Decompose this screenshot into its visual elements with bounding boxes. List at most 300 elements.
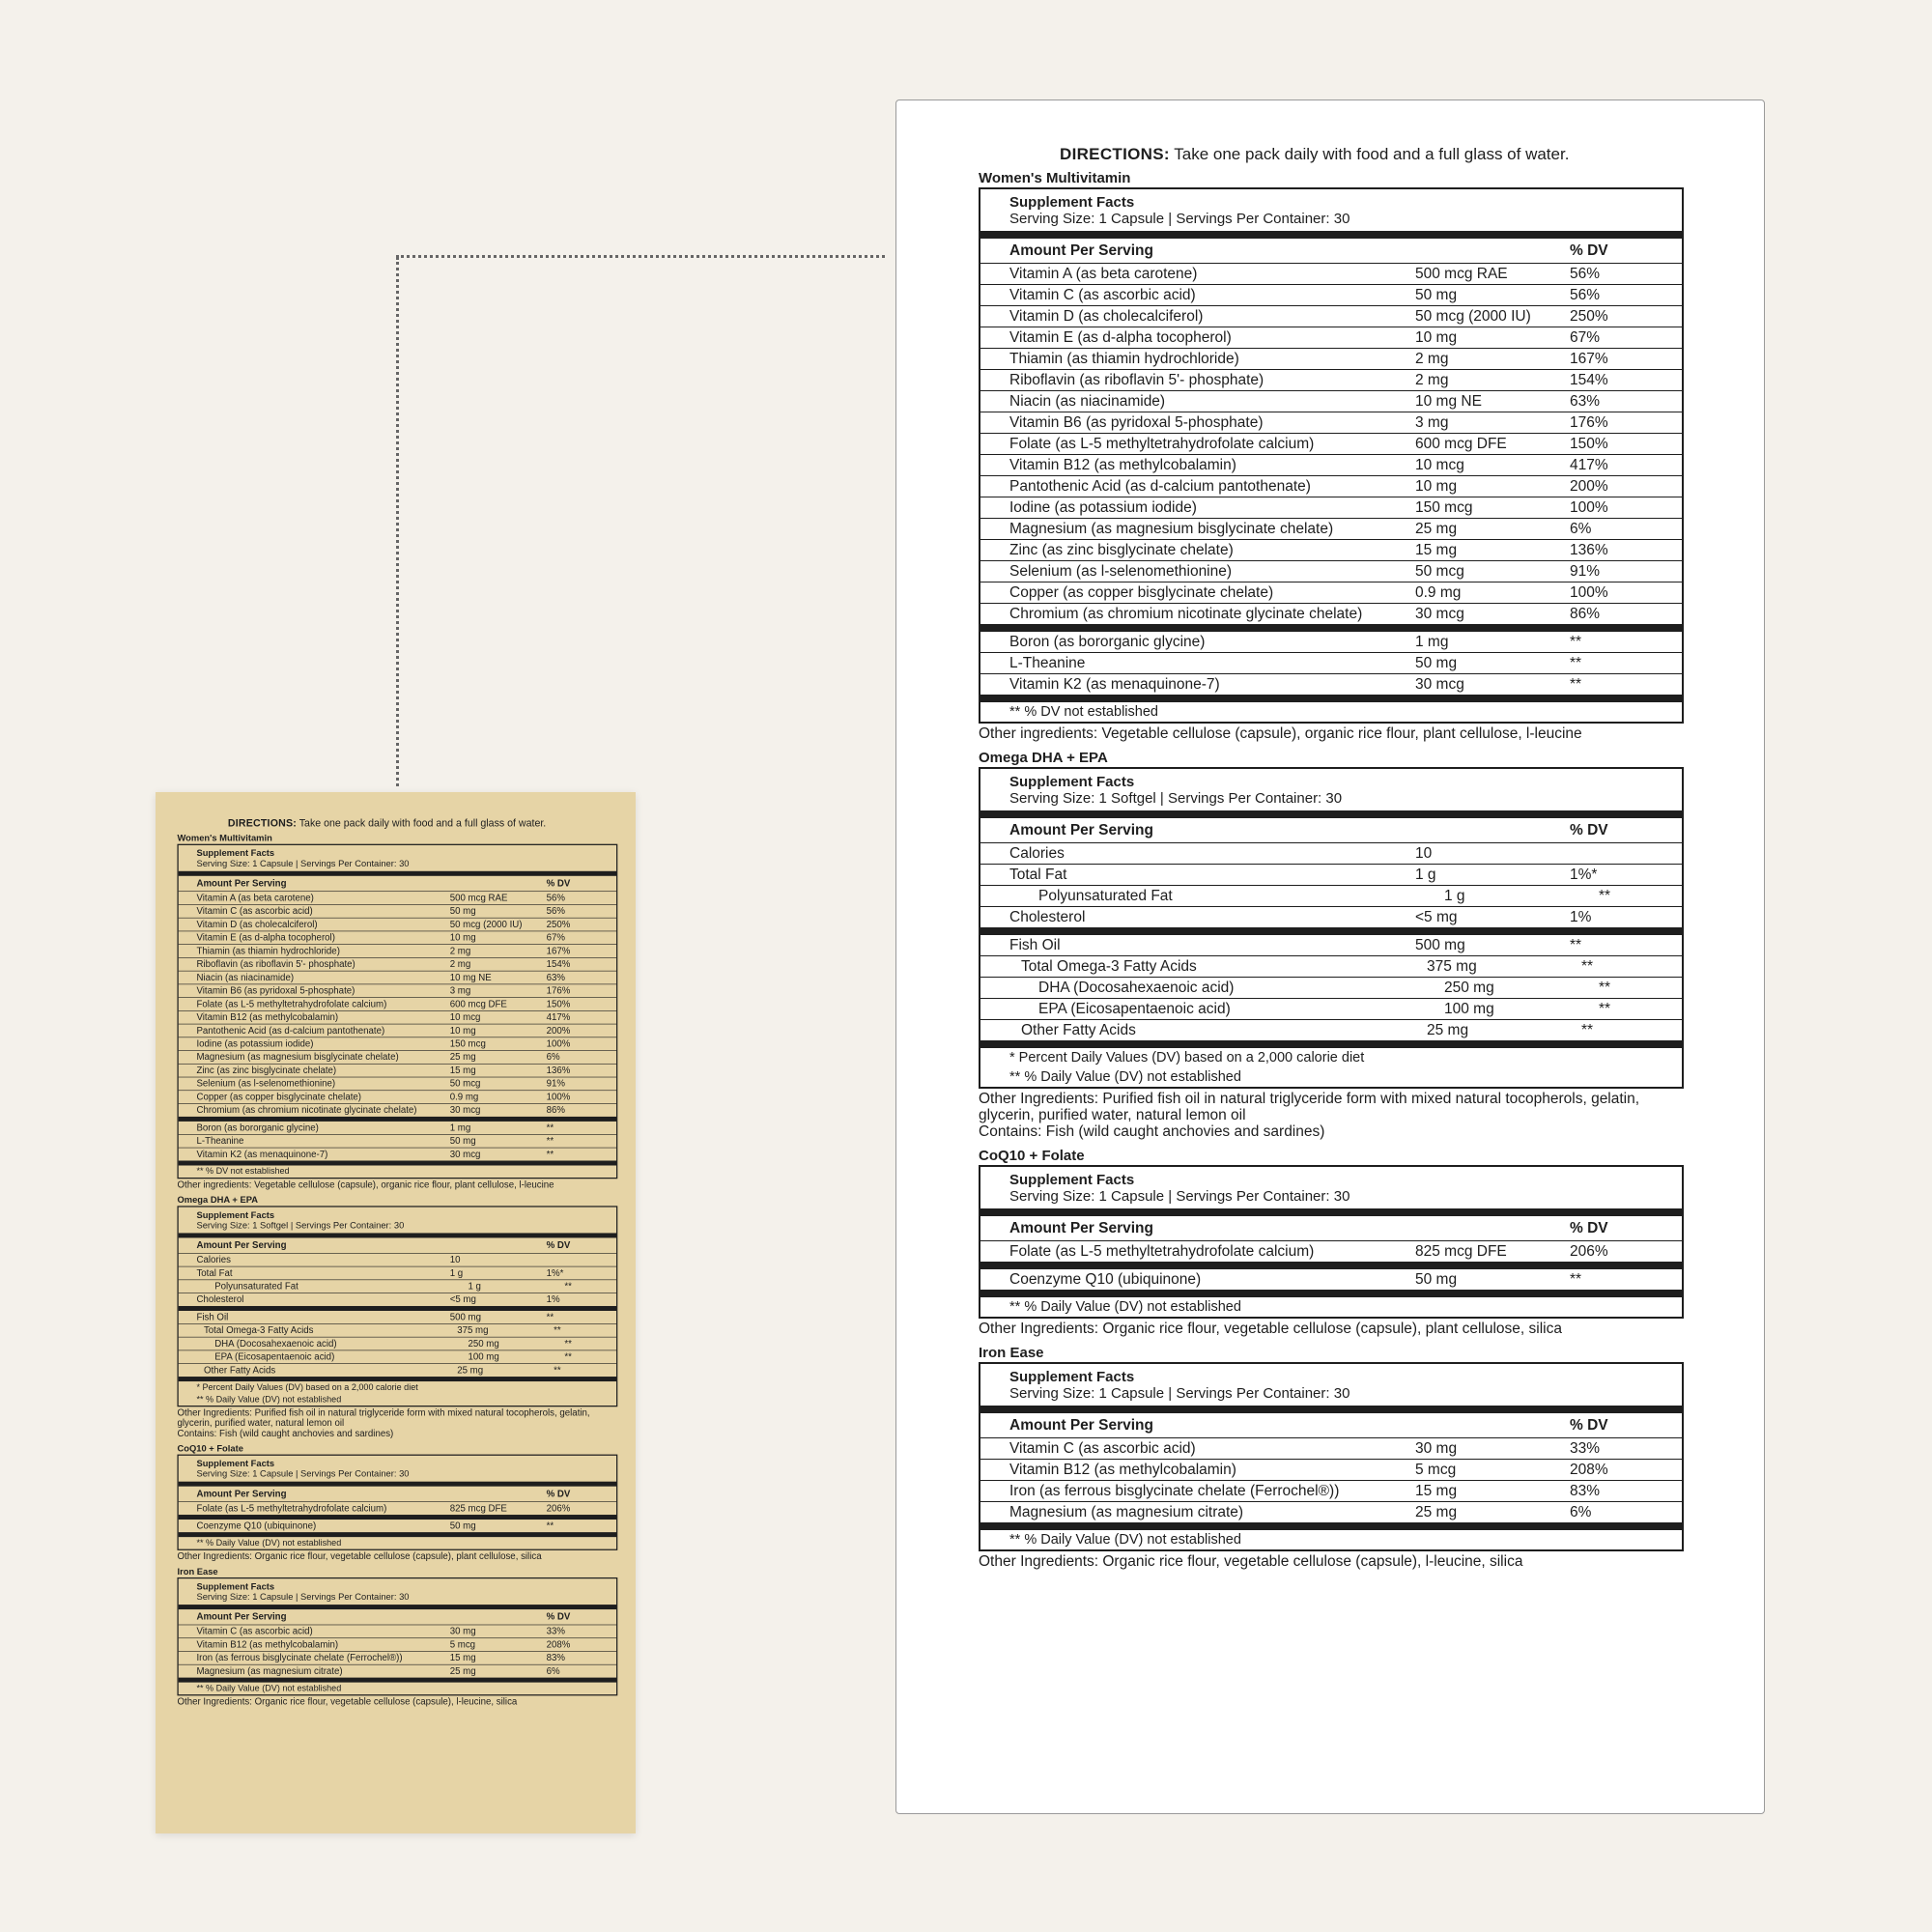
header-amount-per-serving: Amount Per Serving: [196, 1611, 287, 1623]
nutrient-amount: 1 g: [1415, 867, 1436, 883]
nutrient-amount: 10 mcg: [1415, 457, 1464, 473]
nutrient-amount: 100 mg: [1444, 1001, 1494, 1017]
nutrient-name: Pantothenic Acid (as d-calcium pantothenate): [196, 1025, 385, 1037]
nutrient-amount: 1 g: [1444, 888, 1465, 904]
nutrient-dv: **: [546, 1135, 554, 1147]
nutrient-dv: **: [546, 1520, 554, 1531]
nutrient-amount: 250 mg: [1444, 980, 1494, 996]
nutrient-name: Zinc (as zinc bisglycinate chelate): [196, 1065, 337, 1076]
nutrient-dv: 56%: [1570, 287, 1601, 303]
table-row: [980, 391, 1682, 412]
supplement-facts-table: [177, 1577, 617, 1695]
table-header-row: [980, 818, 1682, 843]
header-amount-per-serving: Amount Per Serving: [196, 1489, 287, 1499]
table-row: [179, 1135, 616, 1149]
nutrient-name: Folate (as L-5 methyltetrahydrofolate calcium): [196, 999, 387, 1009]
header-amount-per-serving: Amount Per Serving: [1009, 1220, 1153, 1236]
nutrient-dv: 56%: [546, 906, 565, 917]
nutrient-amount: 50 mg: [1415, 655, 1458, 671]
nutrient-dv: 56%: [546, 893, 565, 903]
footnote: ** % Daily Value (DV) not established: [196, 1538, 342, 1548]
facts-header: [179, 1578, 616, 1605]
nutrient-amount: 825 mcg DFE: [1415, 1243, 1507, 1260]
contains-statement: Contains: Fish (wild caught anchovies and sardines): [177, 1428, 394, 1439]
table-row: [179, 931, 616, 945]
nutrient-amount: 50 mg: [449, 1520, 476, 1531]
serving-info: Serving Size: 1 Capsule | Servings Per Container: 30: [1009, 211, 1350, 227]
footnote: ** % Daily Value (DV) not established: [1009, 1069, 1241, 1085]
nutrient-dv: 83%: [1570, 1483, 1601, 1499]
supplement-facts-table: [177, 844, 617, 1179]
footnote: ** % Daily Value (DV) not established: [1009, 1532, 1241, 1548]
nutrient-amount: 1 mg: [1415, 634, 1449, 650]
table-row: [980, 412, 1682, 434]
nutrient-name: Vitamin C (as ascorbic acid): [196, 906, 313, 917]
nutrient-name: Selenium (as l-selenomethionine): [1009, 563, 1233, 580]
nutrient-name: Vitamin B6 (as pyridoxal 5-phosphate): [1009, 414, 1264, 431]
nutrient-amount: 10 mcg: [449, 1011, 481, 1023]
table-row: [980, 674, 1682, 695]
nutrient-dv: **: [564, 1351, 572, 1363]
nutrient-dv: 200%: [1570, 478, 1608, 495]
table-header-row: [980, 239, 1682, 264]
nutrient-dv: 150%: [1570, 436, 1608, 452]
table-header-row: [179, 1237, 616, 1253]
table-header-row: [179, 876, 616, 892]
facts-header: [980, 1364, 1682, 1406]
nutrient-dv: **: [546, 1122, 554, 1133]
footnote: ** % DV not established: [196, 1166, 290, 1177]
table-row: [179, 945, 616, 958]
nutrient-name: Vitamin C (as ascorbic acid): [1009, 1440, 1196, 1457]
nutrient-amount: 100 mg: [468, 1351, 499, 1363]
nutrient-amount: 15 mg: [449, 1065, 476, 1076]
nutrient-name: Folate (as L-5 methyltetrahydrofolate calcium): [196, 1503, 387, 1514]
table-row: [980, 370, 1682, 391]
nutrient-name: Selenium (as l-selenomethionine): [196, 1078, 336, 1090]
table-row: [179, 1520, 616, 1532]
supplement-facts-table: [979, 187, 1684, 724]
nutrient-amount: 600 mcg DFE: [1415, 436, 1507, 452]
table-row: [980, 843, 1682, 865]
nutrient-amount: 10 mg NE: [1415, 393, 1482, 410]
nutrient-amount: 375 mg: [1427, 958, 1477, 975]
nutrient-amount: 5 mcg: [449, 1639, 476, 1650]
nutrient-amount: 25 mg: [449, 1052, 476, 1063]
footnote: * Percent Daily Values (DV) based on a 2,000 calorie diet: [1009, 1050, 1365, 1065]
table-row: [980, 264, 1682, 285]
nutrient-name: Vitamin K2 (as menaquinone-7): [196, 1149, 328, 1160]
table-row: [980, 455, 1682, 476]
table-row: [980, 999, 1682, 1020]
footnote: ** % DV not established: [1009, 704, 1158, 720]
nutrient-name: EPA (Eicosapentaenoic acid): [1038, 1001, 1231, 1017]
nutrient-name: Cholesterol: [1009, 909, 1086, 925]
supplement-facts-table: [177, 1455, 617, 1550]
table-row: [980, 886, 1682, 907]
other-ingredients: Other ingredients: Vegetable cellulose (capsule), organic rice flour, plant cellulose, l-leucine: [979, 725, 1582, 742]
nutrient-name: Niacin (as niacinamide): [196, 972, 295, 983]
nutrient-dv: 1%*: [546, 1267, 564, 1279]
nutrient-dv: 56%: [1570, 266, 1601, 282]
nutrient-dv: 150%: [546, 999, 571, 1009]
table-row: [179, 1077, 616, 1091]
table-row: [980, 561, 1682, 582]
table-row: [179, 918, 616, 931]
nutrient-name: Iodine (as potassium iodide): [1009, 499, 1197, 516]
directions-label: DIRECTIONS:: [1060, 145, 1170, 163]
thumbnail-label: [177, 817, 617, 1712]
nutrient-dv: 6%: [546, 1052, 560, 1063]
facts-header: [179, 1208, 616, 1234]
nutrient-amount: 50 mcg (2000 IU): [1415, 308, 1531, 325]
nutrient-dv: 154%: [546, 958, 571, 970]
nutrient-dv: 200%: [546, 1025, 571, 1037]
nutrient-name: Vitamin D (as cholecalciferol): [196, 919, 318, 930]
nutrient-amount: 25 mg: [1427, 1022, 1469, 1038]
nutrient-amount: 50 mg: [449, 1135, 476, 1147]
nutrient-name: Other Fatty Acids: [1021, 1022, 1136, 1038]
nutrient-amount: 500 mg: [449, 1312, 481, 1322]
serving-info: Serving Size: 1 Capsule | Servings Per Container: 30: [196, 858, 410, 869]
nutrient-dv: 136%: [546, 1065, 571, 1076]
nutrient-name: Folate (as L-5 methyltetrahydrofolate calcium): [1009, 436, 1315, 452]
table-row: [179, 1665, 616, 1678]
header-dv: % DV: [546, 878, 571, 889]
table-row: [179, 1011, 616, 1025]
nutrient-amount: <5 mg: [1415, 909, 1458, 925]
table-row: [980, 327, 1682, 349]
label-zoom-panel: [895, 99, 1765, 1814]
table-row: [179, 1037, 616, 1051]
serving-info: Serving Size: 1 Capsule | Servings Per Container: 30: [196, 1591, 410, 1603]
nutrient-name: Magnesium (as magnesium bisglycinate chelate): [196, 1052, 399, 1063]
other-ingredients: Other Ingredients: Purified fish oil in natural triglyceride form with mixed natural tocopherols, gelatin, glycerin, purified water, natural lemon oil: [979, 1091, 1640, 1123]
nutrient-name: Iron (as ferrous bisglycinate chelate (Ferrochel®)): [1009, 1483, 1340, 1499]
nutrient-name: Vitamin B12 (as methylcobalamin): [196, 1011, 339, 1023]
nutrient-dv: 91%: [1570, 563, 1601, 580]
header-amount-per-serving: Amount Per Serving: [1009, 242, 1153, 259]
nutrient-name: Total Omega-3 Fatty Acids: [1021, 958, 1197, 975]
nutrient-name: Vitamin C (as ascorbic acid): [1009, 287, 1196, 303]
nutrient-name: Boron (as bororganic glycine): [196, 1122, 319, 1133]
table-row: [980, 1460, 1682, 1481]
supplement-facts-table: [979, 1362, 1684, 1551]
nutrient-name: Copper (as copper bisglycinate chelate): [1009, 584, 1274, 601]
nutrient-amount: 10 mg: [1415, 478, 1458, 495]
table-row: [179, 1502, 616, 1515]
nutrient-dv: 250%: [546, 919, 571, 930]
nutrient-dv: 154%: [1570, 372, 1608, 388]
nutrient-name: Other Fatty Acids: [203, 1365, 276, 1376]
nutrient-name: Chromium (as chromium nicotinate glycinate chelate): [196, 1105, 417, 1116]
table-row: [980, 1269, 1682, 1290]
serving-info: Serving Size: 1 Capsule | Servings Per Container: 30: [196, 1468, 410, 1480]
facts-title: Supplement Facts: [1009, 1172, 1135, 1188]
nutrient-name: Pantothenic Acid (as d-calcium pantothenate): [1009, 478, 1311, 495]
nutrient-name: Total Fat: [196, 1267, 233, 1279]
nutrient-amount: 375 mg: [457, 1324, 489, 1336]
thick-rule: [980, 1262, 1682, 1269]
table-header-row: [179, 1609, 616, 1625]
thick-rule: [980, 1040, 1682, 1048]
nutrient-dv: 63%: [1570, 393, 1601, 410]
thick-rule: [980, 1406, 1682, 1413]
table-header-row: [980, 1216, 1682, 1241]
nutrient-dv: 167%: [546, 946, 571, 956]
table-row: [980, 434, 1682, 455]
section-title: CoQ10 + Folate: [177, 1443, 243, 1454]
nutrient-name: Iodine (as potassium iodide): [196, 1038, 314, 1049]
nutrient-amount: 10 mg: [1415, 329, 1458, 346]
contains-statement: Contains: Fish (wild caught anchovies and sardines): [979, 1123, 1325, 1140]
nutrient-amount: 15 mg: [1415, 1483, 1458, 1499]
nutrient-name: Vitamin B12 (as methylcobalamin): [1009, 1462, 1236, 1478]
footnote: ** % Daily Value (DV) not established: [196, 1394, 342, 1405]
nutrient-amount: 150 mcg: [1415, 499, 1473, 516]
nutrient-amount: 10 mg: [449, 1025, 476, 1037]
directions-label: DIRECTIONS:: [227, 817, 297, 830]
serving-info: Serving Size: 1 Capsule | Servings Per Container: 30: [1009, 1385, 1350, 1402]
supplement-facts-table: [979, 767, 1684, 1089]
nutrient-amount: 50 mg: [1415, 1271, 1458, 1288]
nutrient-amount: 50 mg: [449, 906, 476, 917]
nutrient-name: Niacin (as niacinamide): [1009, 393, 1166, 410]
nutrient-name: Riboflavin (as riboflavin 5'- phosphate): [1009, 372, 1264, 388]
nutrient-name: Vitamin C (as ascorbic acid): [196, 1626, 313, 1637]
section-title: Omega DHA + EPA: [979, 750, 1108, 766]
nutrient-amount: 50 mcg: [449, 1078, 481, 1090]
other-ingredients: Other Ingredients: Organic rice flour, vegetable cellulose (capsule), plant cellulose, silica: [177, 1551, 542, 1562]
section-title: Omega DHA + EPA: [177, 1195, 259, 1206]
nutrient-name: DHA (Docosahexaenoic acid): [214, 1338, 337, 1350]
header-dv: % DV: [546, 1611, 571, 1623]
nutrient-dv: 67%: [546, 932, 565, 944]
facts-header: [179, 845, 616, 871]
nutrient-amount: 50 mcg (2000 IU): [449, 919, 523, 930]
nutrient-amount: 25 mg: [457, 1365, 484, 1376]
nutrient-amount: 3 mg: [449, 985, 471, 997]
nutrient-amount: 30 mcg: [1415, 606, 1464, 622]
nutrient-amount: 10: [449, 1254, 461, 1265]
nutrient-amount: 500 mcg RAE: [1415, 266, 1508, 282]
nutrient-amount: 25 mg: [1415, 1504, 1458, 1520]
other-ingredients: Other ingredients: Vegetable cellulose (capsule), organic rice flour, plant cellulose, l-leucine: [177, 1179, 554, 1191]
nutrient-dv: 1%: [546, 1294, 560, 1305]
nutrient-name: Magnesium (as magnesium citrate): [1009, 1504, 1244, 1520]
nutrient-amount: 1 g: [449, 1267, 464, 1279]
label-thumbnail[interactable]: [156, 792, 636, 1833]
nutrient-dv: 6%: [546, 1665, 560, 1677]
nutrient-name: Magnesium (as magnesium citrate): [196, 1665, 343, 1677]
table-row: [179, 1051, 616, 1065]
nutrient-dv: 417%: [546, 1011, 571, 1023]
thick-rule: [980, 927, 1682, 935]
facts-header: [179, 1456, 616, 1482]
nutrient-name: Zinc (as zinc bisglycinate chelate): [1009, 542, 1234, 558]
nutrient-dv: 167%: [1570, 351, 1608, 367]
table-row: [980, 540, 1682, 561]
footnote: * Percent Daily Values (DV) based on a 2,000 calorie diet: [196, 1382, 418, 1393]
nutrient-amount: 10: [1415, 845, 1433, 862]
other-ingredients: Other Ingredients: Organic rice flour, vegetable cellulose (capsule), plant cellulose, silica: [979, 1321, 1562, 1337]
nutrient-name: Cholesterol: [196, 1294, 244, 1305]
nutrient-name: Calories: [1009, 845, 1065, 862]
nutrient-name: Fish Oil: [196, 1312, 229, 1322]
nutrient-dv: 100%: [546, 1038, 571, 1049]
nutrient-dv: 33%: [546, 1626, 565, 1637]
nutrient-amount: 10 mg NE: [449, 972, 492, 983]
thick-rule: [980, 1208, 1682, 1216]
thick-rule: [980, 231, 1682, 239]
nutrient-dv: **: [1599, 980, 1611, 996]
table-row: [980, 1481, 1682, 1502]
table-row: [980, 1020, 1682, 1040]
nutrient-dv: 83%: [546, 1653, 565, 1663]
table-row: [179, 971, 616, 984]
thick-rule: [980, 624, 1682, 632]
table-row: [980, 285, 1682, 306]
header-dv: % DV: [1570, 1220, 1608, 1236]
nutrient-name: EPA (Eicosapentaenoic acid): [214, 1351, 335, 1363]
header-amount-per-serving: Amount Per Serving: [1009, 822, 1153, 838]
nutrient-dv: 86%: [1570, 606, 1601, 622]
nutrient-name: Polyunsaturated Fat: [1038, 888, 1173, 904]
nutrient-amount: 30 mg: [1415, 1440, 1458, 1457]
nutrient-dv: **: [554, 1324, 561, 1336]
facts-title: Supplement Facts: [196, 1581, 275, 1592]
nutrient-amount: 25 mg: [449, 1665, 476, 1677]
table-row: [179, 1122, 616, 1135]
nutrient-dv: **: [1570, 676, 1582, 693]
nutrient-name: Vitamin E (as d-alpha tocopherol): [1009, 329, 1232, 346]
table-row: [179, 1091, 616, 1104]
table-row: [179, 1337, 616, 1350]
table-header-row: [980, 1413, 1682, 1438]
table-row: [980, 1502, 1682, 1522]
nutrient-dv: 176%: [546, 985, 571, 997]
table-row: [980, 476, 1682, 497]
header-dv: % DV: [1570, 822, 1608, 838]
nutrient-amount: 150 mcg: [449, 1038, 486, 1049]
table-row: [179, 1065, 616, 1078]
nutrient-dv: 208%: [546, 1639, 571, 1650]
table-row: [179, 1652, 616, 1665]
nutrient-name: Vitamin E (as d-alpha tocopherol): [196, 932, 335, 944]
nutrient-dv: 100%: [1570, 584, 1608, 601]
thick-rule: [980, 1290, 1682, 1297]
nutrient-dv: **: [1599, 1001, 1611, 1017]
directions-text: Take one pack daily with food and a full glass of water.: [1174, 145, 1570, 163]
facts-title: Supplement Facts: [1009, 774, 1135, 790]
directions-text: Take one pack daily with food and a full glass of water.: [298, 817, 547, 830]
table-row: [179, 1293, 616, 1306]
nutrient-name: Vitamin A (as beta carotene): [196, 893, 314, 903]
facts-title: Supplement Facts: [1009, 1369, 1135, 1385]
nutrient-name: Vitamin K2 (as menaquinone-7): [1009, 676, 1220, 693]
label-content: [979, 145, 1684, 1577]
nutrient-name: Chromium (as chromium nicotinate glycinate chelate): [1009, 606, 1363, 622]
table-row: [980, 653, 1682, 674]
facts-title: Supplement Facts: [196, 1209, 275, 1221]
nutrient-dv: **: [546, 1312, 554, 1322]
nutrient-amount: 30 mcg: [449, 1105, 481, 1116]
supplement-facts-table: [177, 1206, 617, 1406]
nutrient-name: Thiamin (as thiamin hydrochloride): [196, 946, 340, 956]
table-row: [980, 632, 1682, 653]
table-row: [980, 604, 1682, 624]
table-row: [980, 519, 1682, 540]
table-row: [179, 958, 616, 972]
nutrient-dv: **: [1599, 888, 1611, 904]
directions: [228, 817, 617, 829]
nutrient-amount: 600 mcg DFE: [449, 999, 507, 1009]
footnote: ** % Daily Value (DV) not established: [1009, 1299, 1241, 1315]
nutrient-dv: 91%: [546, 1078, 565, 1090]
nutrient-amount: 30 mcg: [1415, 676, 1464, 693]
table-row: [980, 865, 1682, 886]
nutrient-dv: 206%: [546, 1503, 571, 1514]
nutrient-amount: 2 mg: [1415, 372, 1449, 388]
nutrient-amount: 0.9 mg: [1415, 584, 1462, 601]
table-row: [179, 1311, 616, 1324]
nutrient-dv: 63%: [546, 972, 565, 983]
nutrient-name: Vitamin B12 (as methylcobalamin): [1009, 457, 1236, 473]
nutrient-amount: <5 mg: [449, 1294, 476, 1305]
nutrient-dv: **: [1570, 1271, 1582, 1288]
table-row: [179, 892, 616, 905]
header-dv: % DV: [1570, 242, 1608, 259]
nutrient-dv: **: [1570, 655, 1582, 671]
table-row: [179, 1364, 616, 1377]
table-row: [179, 1024, 616, 1037]
nutrient-name: Thiamin (as thiamin hydrochloride): [1009, 351, 1239, 367]
table-row: [179, 1280, 616, 1293]
table-row: [980, 956, 1682, 978]
facts-title: Supplement Facts: [196, 1458, 275, 1469]
section-title: Iron Ease: [177, 1566, 218, 1577]
nutrient-dv: 86%: [546, 1105, 565, 1116]
facts-title: Supplement Facts: [1009, 194, 1135, 211]
nutrient-dv: 417%: [1570, 457, 1608, 473]
nutrient-dv: **: [546, 1149, 554, 1160]
serving-info: Serving Size: 1 Softgel | Servings Per Container: 30: [1009, 790, 1343, 807]
other-ingredients: Other Ingredients: Organic rice flour, vegetable cellulose (capsule), l-leucine, silica: [177, 1696, 518, 1708]
nutrient-name: Coenzyme Q10 (ubiquinone): [1009, 1271, 1202, 1288]
header-amount-per-serving: Amount Per Serving: [196, 878, 287, 889]
table-row: [179, 1148, 616, 1160]
nutrient-amount: 1 mg: [449, 1122, 471, 1133]
supplement-facts-table: [979, 1165, 1684, 1319]
facts-header: [980, 189, 1682, 231]
header-amount-per-serving: Amount Per Serving: [196, 1239, 287, 1251]
nutrient-name: Calories: [196, 1254, 231, 1265]
section-title: Iron Ease: [979, 1345, 1044, 1361]
nutrient-name: Vitamin D (as cholecalciferol): [1009, 308, 1204, 325]
thick-rule: [980, 810, 1682, 818]
facts-header: [980, 1167, 1682, 1208]
nutrient-amount: 50 mg: [1415, 287, 1458, 303]
nutrient-dv: 6%: [1570, 1504, 1592, 1520]
nutrient-amount: 0.9 mg: [449, 1092, 479, 1102]
serving-info: Serving Size: 1 Capsule | Servings Per Container: 30: [1009, 1188, 1350, 1205]
nutrient-name: Copper (as copper bisglycinate chelate): [196, 1092, 361, 1102]
header-amount-per-serving: Amount Per Serving: [1009, 1417, 1153, 1434]
table-header-row: [179, 1487, 616, 1502]
nutrient-name: Polyunsaturated Fat: [214, 1281, 298, 1293]
nutrient-amount: 825 mcg DFE: [449, 1503, 507, 1514]
nutrient-dv: 206%: [1570, 1243, 1608, 1260]
